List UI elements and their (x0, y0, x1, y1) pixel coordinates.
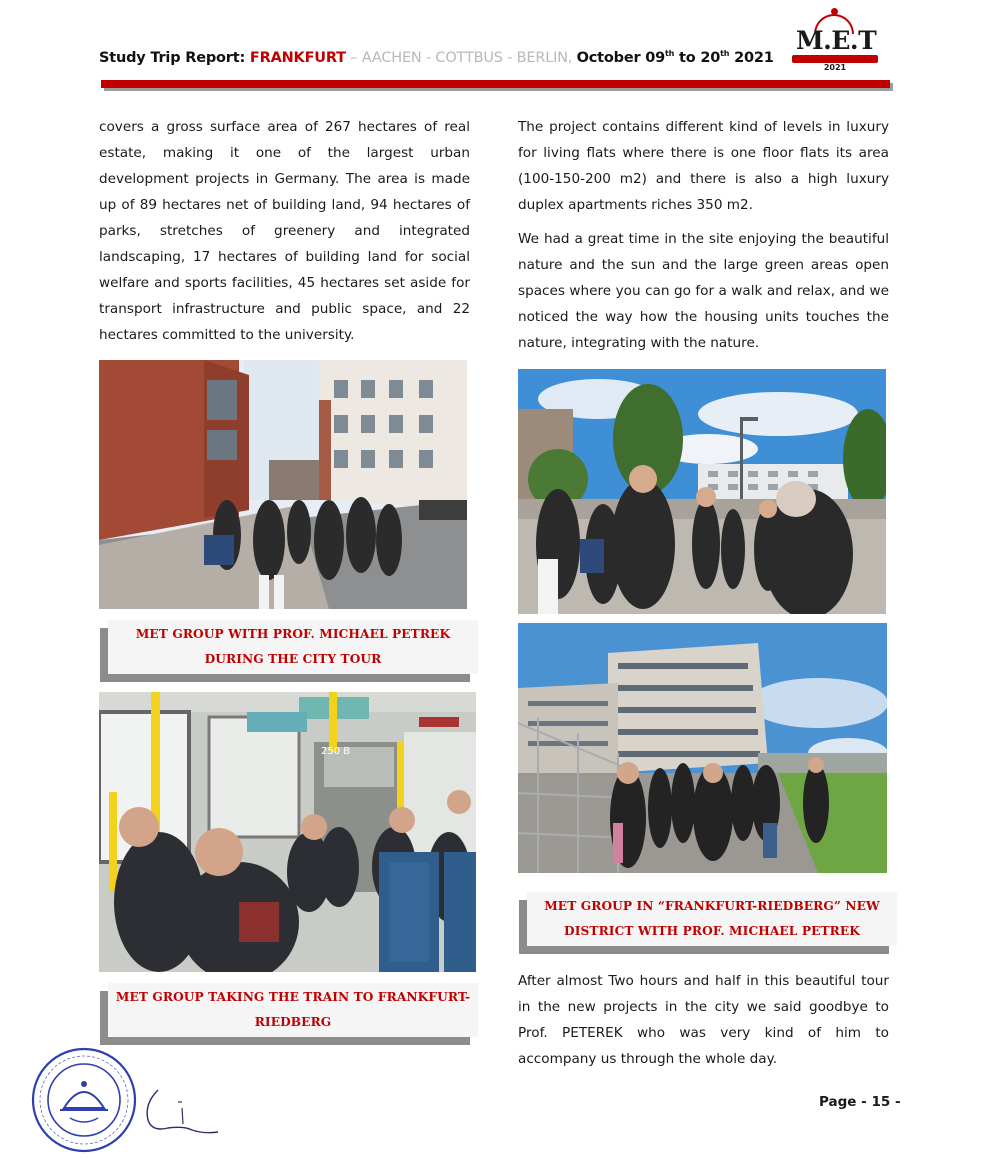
caption-riedberg (527, 892, 897, 946)
header-date-middle: to 20 (674, 49, 721, 66)
right-column-paragraph-1 (518, 114, 889, 218)
header-current-city: FRANKFURT (249, 49, 346, 66)
header-other-cities: – AACHEN - COTTBUS - BERLIN, (345, 49, 577, 66)
official-seal-stamp (30, 1046, 138, 1154)
header-date-year: 2021 (729, 49, 774, 66)
caption-city-tour-text: MET GROUP WITH PROF. MICHAEL PETREK DURING THE CITY TOUR (135, 627, 451, 666)
header-date-start: October 09 (576, 49, 666, 66)
header-date-sup-1: th (665, 49, 675, 58)
caption-city-tour (108, 620, 478, 674)
header-date-sup-2: th (720, 49, 730, 58)
logo-text: M.E.T (796, 26, 877, 55)
photo-riedberg-building (518, 623, 887, 873)
caption-train (108, 983, 478, 1037)
paragraph-luxury-levels: The project contains different kind of levels in luxury for living flats where there is one floor flats its area (100-150-200 m2) and there is also a high luxury duplex apartments riches 350 m2. (518, 119, 889, 213)
header-prefix: Study Trip Report: (99, 49, 250, 66)
report-header-title (99, 49, 774, 66)
caption-riedberg-text: MET GROUP IN “FRANKFURT-RIEDBERG” NEW DISTRICT WITH PROF. MICHAEL PETREK (544, 899, 880, 938)
page-number: Page - 15 - (819, 1094, 901, 1110)
paragraph-goodbye: After almost Two hours and half in this beautiful tour in the new projects in the city we said goodbye to Prof. PETEREK who was very kind of him to accompany us through the whole day. (518, 973, 889, 1067)
left-column-paragraph (99, 114, 470, 348)
paragraph-site-nature: We had a great time in the site enjoying the beautiful nature and the sun and the large green areas open spaces where you can go for a walk and relax, and we noticed the way how the housing units touches the nature, integrating with the nature. (518, 231, 889, 351)
handwritten-signature (142, 1080, 222, 1140)
caption-train-text: MET GROUP TAKING THE TRAIN TO FRANKFURT-RIEDBERG (115, 990, 471, 1029)
logo-year: 2021 (823, 63, 847, 72)
photo-riedberg-plaza (518, 369, 886, 614)
right-column-paragraph-2 (518, 226, 889, 356)
met-logo (790, 6, 880, 72)
logo-band (792, 55, 878, 63)
header-divider (101, 80, 890, 88)
right-column-paragraph-3 (518, 968, 889, 1072)
paragraph-riedberg-area: covers a gross surface area of 267 hectares of real estate, making it one of the largest urban development projects in Germany. The area is made up of 89 hectares net of building land, 94 hectares of parks, stretches of greenery and integrated landscaping, 17 hectares of building land for social welfare and sports facilities, 45 hectares set aside for transport infrastructure and public space, and 22 hectares committed to the university. (99, 119, 470, 343)
photo-train-interior (99, 692, 476, 972)
photo-city-tour-street (99, 360, 467, 609)
bus-route-label: 250 B (321, 746, 351, 757)
